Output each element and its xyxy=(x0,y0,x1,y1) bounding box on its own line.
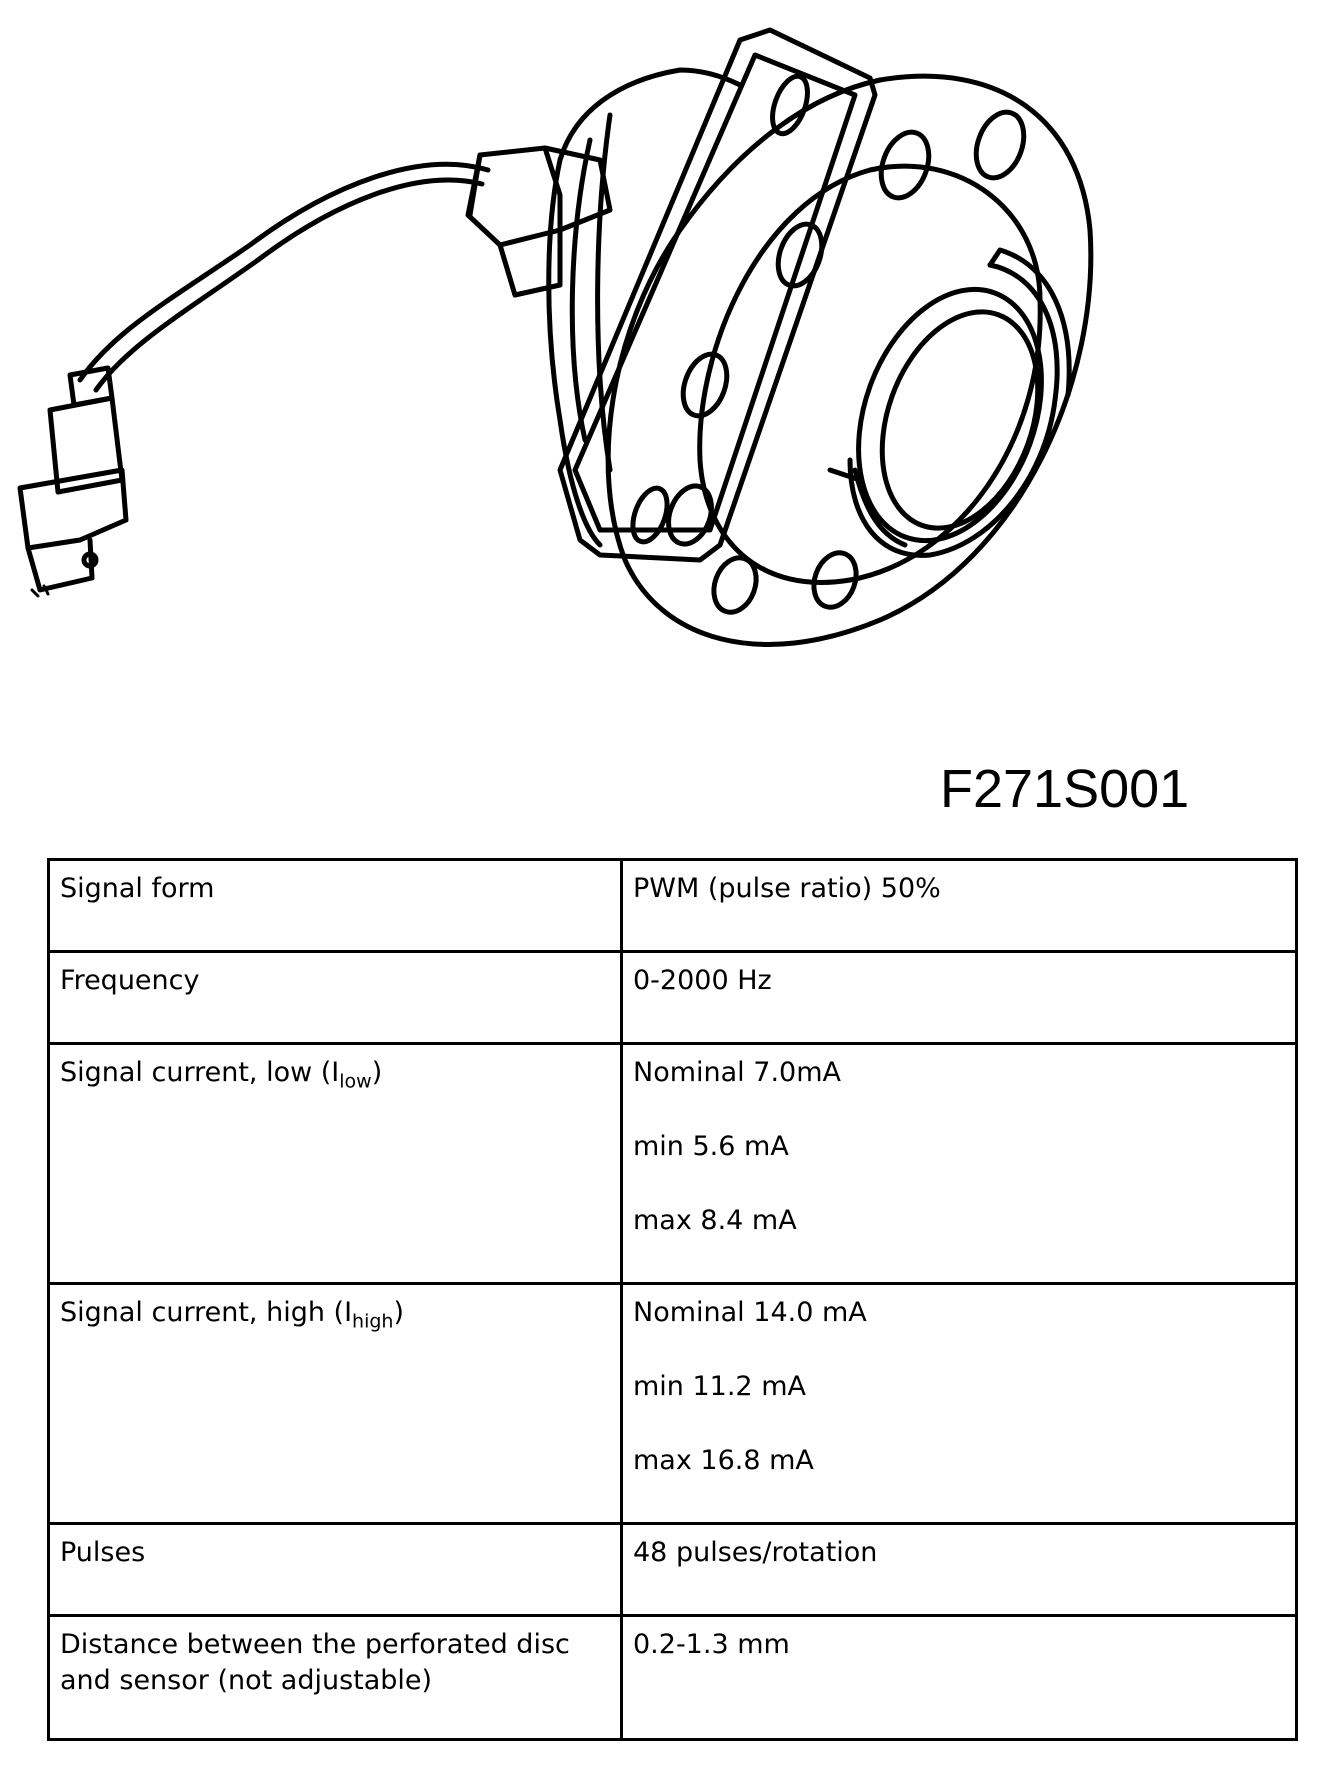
spec-label: Signal current, low $(I_{low})$ xyxy=(49,1044,622,1284)
table-row xyxy=(49,1044,1297,1284)
spec-label: Signal form xyxy=(49,860,622,952)
wheel-hub-with-abs-sensor-icon xyxy=(0,0,1344,720)
table-row xyxy=(49,860,1297,952)
spec-label: Frequency xyxy=(49,952,622,1044)
table-row xyxy=(49,1284,1297,1524)
spec-value: Nominal 7.0mA min 5.6 mA max 8.4 mA xyxy=(622,1044,1297,1284)
spec-label: Signal current, high $(I_{high})$ xyxy=(49,1284,622,1524)
table-row xyxy=(49,1616,1297,1740)
spec-value: 0.2-1.3 mm xyxy=(622,1616,1297,1740)
table-row xyxy=(49,1524,1297,1616)
spec-table xyxy=(47,858,1298,1741)
spec-value: Nominal 14.0 mA min 11.2 mA max 16.8 mA xyxy=(622,1284,1297,1524)
spec-value: 48 pulses/rotation xyxy=(622,1524,1297,1616)
spec-label: Distance between the perforated disc and sensor (not adjustable) xyxy=(49,1616,622,1740)
table-row xyxy=(49,952,1297,1044)
spec-label: Pulses xyxy=(49,1524,622,1616)
spec-value: PWM (pulse ratio) 50% xyxy=(622,860,1297,952)
figure-code: F271S001 xyxy=(940,759,1190,819)
spec-value: 0-2000 Hz xyxy=(622,952,1297,1044)
